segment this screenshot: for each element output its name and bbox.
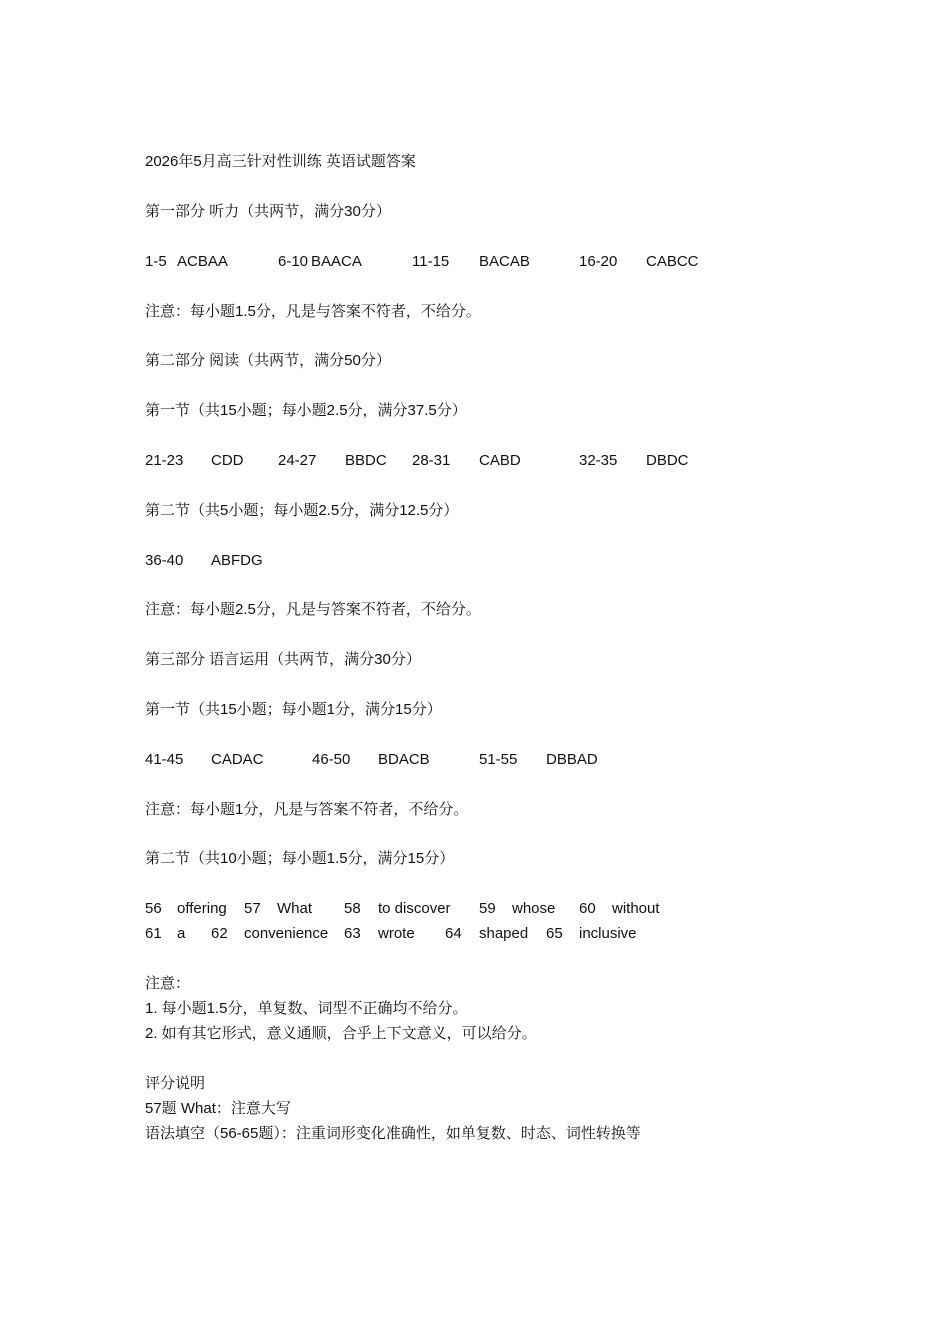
part2-section1-answer-row xyxy=(145,451,845,471)
answer-range: 41-45 xyxy=(145,751,184,768)
answer-word: whose xyxy=(512,900,556,917)
answer-key: CDD xyxy=(211,452,244,469)
answer-key: BACAB xyxy=(479,253,530,270)
question-number: 61 xyxy=(145,925,162,942)
part3-section2-note-2: 2. 如有其它形式，意义通顺，合乎上下文意义，可以给分。 xyxy=(145,1025,537,1042)
part2-heading: 第二部分 阅读（共两节，满分50分） xyxy=(145,352,391,369)
answer-key: CABCC xyxy=(646,253,699,270)
question-number: 65 xyxy=(546,925,563,942)
answer-key: BAACA xyxy=(311,253,362,270)
part2-note: 注意：每小题2.5分，凡是与答案不符者，不给分。 xyxy=(145,601,481,618)
part3-section1-note: 注意：每小题1分，凡是与答案不符者，不给分。 xyxy=(145,801,469,818)
answer-word: What xyxy=(277,900,313,917)
question-number: 59 xyxy=(479,900,496,917)
answer-range: 6-10 xyxy=(278,253,309,270)
answer-range: 16-20 xyxy=(579,253,618,270)
answer-key: DBDC xyxy=(646,452,689,469)
answer-word: offering xyxy=(177,900,227,917)
question-number: 64 xyxy=(445,925,462,942)
answer-range: 1-5 xyxy=(145,253,167,270)
answer-range: 24-27 xyxy=(278,452,317,469)
part2-section2-heading: 第二节（共5小题；每小题2.5分，满分12.5分） xyxy=(145,502,459,519)
scoring-line-1: 57题 What：注意大写 xyxy=(145,1100,291,1117)
answer-range: 11-15 xyxy=(412,253,450,270)
answer-word: a xyxy=(177,925,186,942)
document-title: 2026年5月高三针对性训练 英语试题答案 xyxy=(145,153,416,170)
answer-key: CADAC xyxy=(211,751,264,768)
answer-key: BDACB xyxy=(378,751,430,768)
part1-heading: 第一部分 听力（共两节，满分30分） xyxy=(145,203,391,220)
answer-range: 46-50 xyxy=(312,751,351,768)
answer-key: BBDC xyxy=(345,452,387,469)
answer-word: without xyxy=(612,900,660,917)
answer-word: inclusive xyxy=(579,925,637,942)
part3-section1-heading: 第一节（共15小题；每小题1分，满分15分） xyxy=(145,701,442,718)
question-number: 58 xyxy=(344,900,361,917)
grammar-answer-row-1 xyxy=(145,899,745,919)
question-number: 60 xyxy=(579,900,596,917)
grammar-answer-row-2 xyxy=(145,924,745,944)
answer-range: 28-31 xyxy=(412,452,451,469)
scoring-line-2: 语法填空（56-65题）：注重词形变化准确性，如单复数、时态、词性转换等 xyxy=(145,1125,641,1142)
part3-section2-note-label: 注意： xyxy=(145,975,191,992)
answer-key: ABFDG xyxy=(211,552,263,569)
answer-word: convenience xyxy=(244,925,329,942)
part1-answer-row xyxy=(145,252,845,272)
part3-section2-note-1: 1. 每小题1.5分，单复数、词型不正确均不给分。 xyxy=(145,1000,468,1017)
question-number: 56 xyxy=(145,900,162,917)
part3-section1-answer-row xyxy=(145,750,745,770)
part3-heading: 第三部分 语言运用（共两节，满分30分） xyxy=(145,651,421,668)
answer-range: 32-35 xyxy=(579,452,618,469)
answer-range: 51-55 xyxy=(479,751,518,768)
part1-note: 注意：每小题1.5分，凡是与答案不符者，不给分。 xyxy=(145,303,481,320)
part3-section2-heading: 第二节（共10小题；每小题1.5分，满分15分） xyxy=(145,850,455,867)
part2-section1-heading: 第一节（共15小题；每小题2.5分，满分37.5分） xyxy=(145,402,467,419)
part2-section2-answer-row xyxy=(145,551,445,571)
answer-range: 21-23 xyxy=(145,452,184,469)
answer-word: wrote xyxy=(378,925,415,942)
question-number: 57 xyxy=(244,900,261,917)
answer-key: ACBAA xyxy=(177,253,228,270)
answer-range: 36-40 xyxy=(145,552,184,569)
answer-word: shaped xyxy=(479,925,529,942)
question-number: 62 xyxy=(211,925,228,942)
answer-key: CABD xyxy=(479,452,521,469)
answer-word: to discover xyxy=(378,900,451,917)
scoring-heading: 评分说明 xyxy=(145,1075,206,1092)
answer-key: DBBAD xyxy=(546,751,598,768)
question-number: 63 xyxy=(344,925,361,942)
